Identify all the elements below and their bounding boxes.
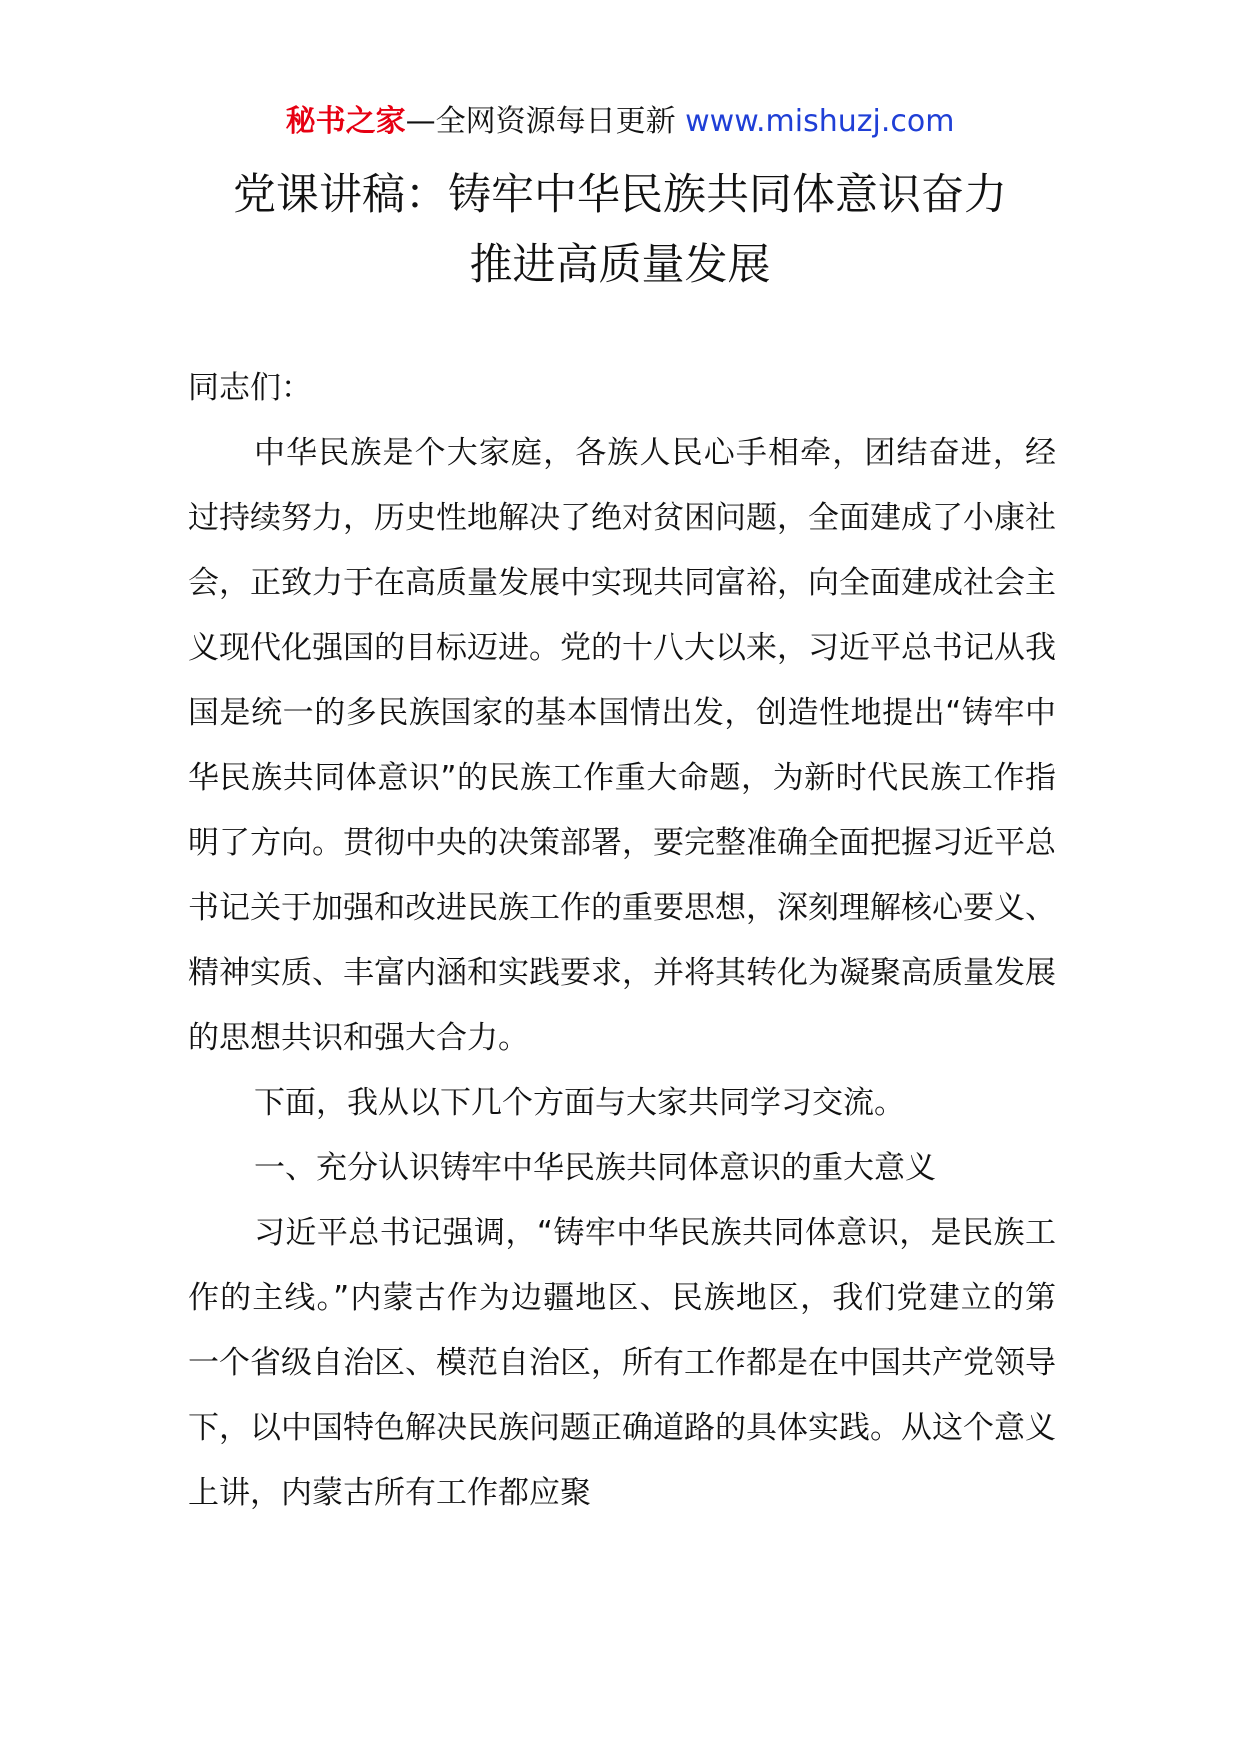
paragraph-transition: 下面，我从以下几个方面与大家共同学习交流。 bbox=[254, 1085, 905, 1121]
header-slogan: —全网资源每日更新 bbox=[405, 104, 676, 139]
site-header bbox=[0, 100, 1240, 144]
title-line-2: 推进高质量发展 bbox=[469, 240, 771, 290]
salutation: 同志们： bbox=[188, 370, 312, 406]
section-heading-1: 一、充分认识铸牢中华民族共同体意识的重大意义 bbox=[254, 1150, 936, 1186]
brand-name: 秘书之家 bbox=[285, 104, 406, 139]
title-line-1: 党课讲稿：铸牢中华民族共同体意识奋力 bbox=[233, 170, 1007, 220]
document-body bbox=[188, 356, 1056, 1526]
paragraph-intro: 中华民族是个大家庭，各族人民心手相牵，团结奋进，经过持续努力，历史性地解决了绝对贫困问题，全面建成了小康社会，正致力于在高质量发展中实现共同富裕，向全面建成社会主义现代化强国的目标迈进。党的十八大以来，习近平总书记从我国是统一的多民族国家的基本国情出发，创造性地提出“铸牢中华民族共同体意识”的民族工作重大命题，为新时代民族工作指明了方向。贯彻中央的决策部署，要完整准确全面把握习近平总书记关于加强和改进民族工作的重要思想，深刻理解核心要义、精神实质、丰富内涵和实践要求，并将其转化为凝聚高质量发展的思想共识和强大合力。 bbox=[188, 435, 1056, 1056]
document-title bbox=[150, 160, 1090, 300]
paragraph-section-1: 习近平总书记强调，“铸牢中华民族共同体意识，是民族工作的主线。”内蒙古作为边疆地区、民族地区，我们党建立的第一个省级自治区、模范自治区，所有工作都是在中国共产党领导下，以中国特色解决民族问题正确道路的具体实践。从这个意义上讲，内蒙古所有工作都应聚 bbox=[188, 1215, 1056, 1511]
site-url-link[interactable]: www.mishuzj.com bbox=[685, 104, 955, 139]
